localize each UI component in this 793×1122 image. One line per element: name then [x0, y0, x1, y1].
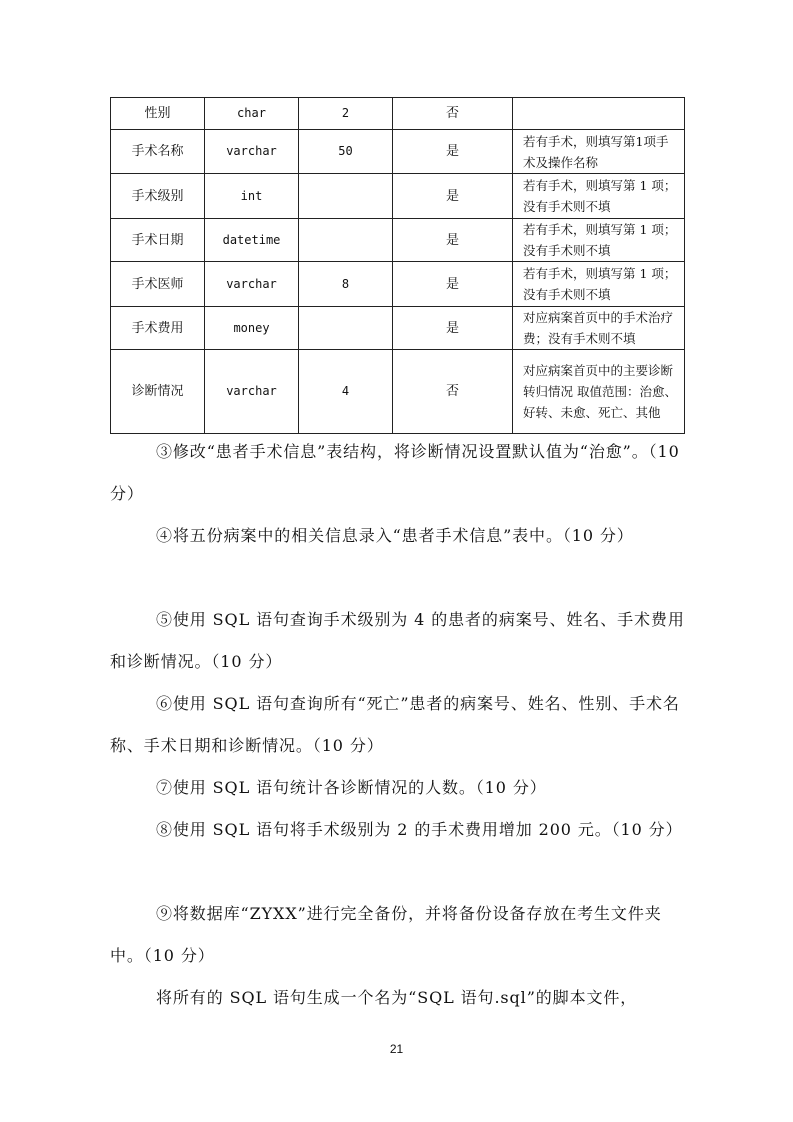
field-type: char — [205, 98, 299, 130]
field-type: money — [205, 307, 299, 350]
table-row — [111, 350, 685, 434]
field-nullable: 是 — [393, 130, 513, 174]
field-length: 50 — [299, 130, 393, 174]
field-type: varchar — [205, 350, 299, 434]
paragraph-step-4: ④将五份病案中的相关信息录入“患者手术信息”表中。（10 分） — [156, 526, 634, 545]
field-length: 8 — [299, 262, 393, 307]
field-note — [513, 98, 685, 130]
field-type: int — [205, 174, 299, 219]
field-type: varchar — [205, 262, 299, 307]
field-length: 2 — [299, 98, 393, 130]
field-definition-table — [110, 97, 685, 434]
table-row — [111, 98, 685, 130]
paragraph-final-instruction: 将所有的 SQL 语句生成一个名为“SQL 语句.sql”的脚本文件， — [156, 988, 638, 1007]
field-nullable: 是 — [393, 219, 513, 262]
field-type: datetime — [205, 219, 299, 262]
table-row — [111, 219, 685, 262]
paragraph-step-7: ⑦使用 SQL 语句统计各诊断情况的人数。（10 分） — [156, 778, 547, 797]
field-type: varchar — [205, 130, 299, 174]
field-name: 性别 — [111, 98, 205, 130]
field-nullable: 是 — [393, 307, 513, 350]
field-note: 若有手术，则填写第 1 项；没有手术则不填 — [513, 219, 685, 262]
field-nullable: 否 — [393, 98, 513, 130]
table-row — [111, 307, 685, 350]
field-length — [299, 307, 393, 350]
field-name: 诊断情况 — [111, 350, 205, 434]
paragraph-step-3: ③修改“患者手术信息”表结构，将诊断情况设置默认值为“治愈”。（10 分） — [110, 442, 680, 503]
table-row — [111, 262, 685, 307]
paragraph-step-8: ⑧使用 SQL 语句将手术级别为 2 的手术费用增加 200 元。（10 分） — [156, 820, 683, 839]
paragraph-step-6: ⑥使用 SQL 语句查询所有“死亡”患者的病案号、姓名、性别、手术名称、手术日期和诊断情况。（10 分） — [110, 694, 680, 755]
field-length — [299, 174, 393, 219]
paragraph-step-5: ⑤使用 SQL 语句查询手术级别为 4 的患者的病案号、姓名、手术费用和诊断情况。（10 分） — [110, 610, 685, 671]
page-number: 21 — [389, 1042, 404, 1056]
field-note: 对应病案首页中的手术治疗费；没有手术则不填 — [513, 307, 685, 350]
field-nullable: 是 — [393, 262, 513, 307]
field-note: 若有手术，则填写第1项手术及操作名称 — [513, 130, 685, 174]
field-name: 手术级别 — [111, 174, 205, 219]
table-row — [111, 174, 685, 219]
field-name: 手术医师 — [111, 262, 205, 307]
table-row — [111, 130, 685, 174]
field-note: 若有手术，则填写第 1 项；没有手术则不填 — [513, 174, 685, 219]
field-name: 手术日期 — [111, 219, 205, 262]
field-length: 4 — [299, 350, 393, 434]
field-note: 若有手术，则填写第 1 项；没有手术则不填 — [513, 262, 685, 307]
field-nullable: 是 — [393, 174, 513, 219]
field-note: 对应病案首页中的主要诊断转归情况 取值范围：治愈、好转、未愈、死亡、其他 — [513, 350, 685, 434]
field-name: 手术名称 — [111, 130, 205, 174]
field-name: 手术费用 — [111, 307, 205, 350]
paragraph-step-9: ⑨将数据库“ZYXX”进行完全备份，并将备份设备存放在考生文件夹中。（10 分） — [110, 904, 662, 965]
field-nullable: 否 — [393, 350, 513, 434]
field-length — [299, 219, 393, 262]
